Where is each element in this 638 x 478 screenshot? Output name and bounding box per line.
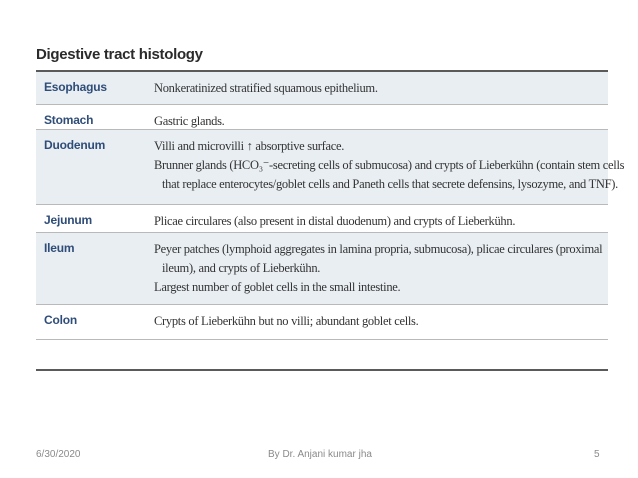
- row-label-colon: Colon: [44, 313, 77, 327]
- row-label-duodenum: Duodenum: [44, 138, 106, 152]
- row-description: [154, 112, 600, 131]
- description-line: Nonkeratinized stratified squamous epithelium.: [154, 81, 378, 95]
- table-row: [36, 130, 625, 205]
- table-row: [36, 72, 608, 105]
- table-row: [36, 305, 608, 340]
- description-line: Peyer patches (lymphoid aggregates in lamina propria, submucosa), plicae circulares (proximal: [154, 242, 603, 256]
- histology-table: [36, 72, 625, 340]
- table-row: [36, 105, 608, 130]
- row-description: [154, 240, 603, 297]
- description-line: Crypts of Lieberkühn but no villi; abundant goblet cells.: [154, 314, 419, 328]
- row-description: [154, 212, 600, 231]
- description-line: Villi and microvilli ↑ absorptive surface.: [154, 139, 345, 153]
- page-number: 5: [594, 449, 600, 460]
- table-title: Digestive tract histology: [36, 46, 203, 63]
- row-label-esophagus: Esophagus: [44, 80, 107, 94]
- description-line: that replace enterocytes/goblet cells and Paneth cells that secrete defensins, lysozyme, and TNF).: [162, 177, 618, 191]
- row-description: [154, 312, 600, 331]
- row-label-ileum: Ileum: [44, 241, 75, 255]
- row-label-jejunum: Jejunum: [44, 213, 92, 227]
- table-row: [36, 233, 608, 305]
- description-line: Brunner glands (HCO₃⁻-secreting cells of submucosa) and crypts of Lieberkühn (contain stem cells: [154, 158, 625, 172]
- description-line: ileum), and crypts of Lieberkühn.: [162, 261, 321, 275]
- footer-author: By Dr. Anjani kumar jha: [268, 449, 372, 460]
- description-line: Largest number of goblet cells in the small intestine.: [154, 280, 401, 294]
- description-line: Gastric glands.: [154, 114, 225, 128]
- row-description: [154, 79, 600, 98]
- row-description: [154, 137, 625, 194]
- row-label-stomach: Stomach: [44, 113, 94, 127]
- table-row: [36, 205, 608, 233]
- table-bottom-rule: [36, 369, 608, 371]
- footer-date: 6/30/2020: [36, 449, 81, 460]
- description-line: Plicae circulares (also present in distal duodenum) and crypts of Lieberkühn.: [154, 214, 516, 228]
